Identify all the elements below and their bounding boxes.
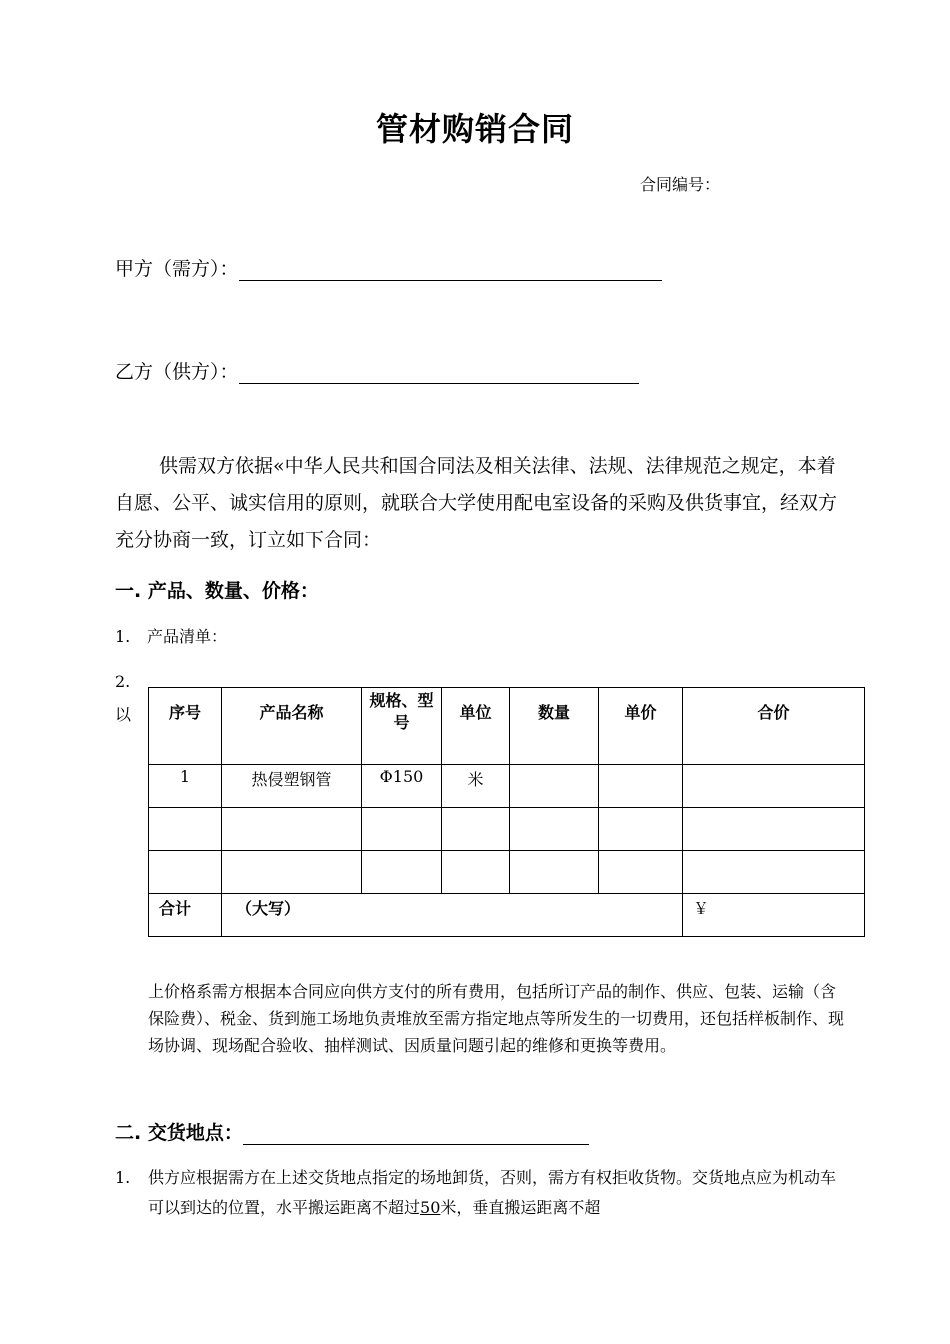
item-2-number: 2. — [115, 672, 131, 691]
table-cell[interactable] — [362, 808, 442, 851]
contract-number-label: 合同编号： — [640, 175, 721, 194]
product-table — [148, 687, 865, 937]
header-cell: 规格、型号 — [362, 688, 442, 765]
clause-1-part2: 米，垂直搬运距离不超 — [440, 1198, 601, 1217]
total-label: 合计 — [149, 894, 222, 937]
total-in-words[interactable]: （大写） — [222, 894, 683, 937]
page-title: 管材购销合同 — [375, 110, 574, 148]
clause-1-number: 1. — [115, 1168, 131, 1187]
table-cell[interactable] — [149, 851, 222, 894]
table-cell[interactable] — [222, 851, 362, 894]
clause-1-distance: 50 — [420, 1198, 441, 1217]
party-a — [115, 254, 662, 281]
party-b — [115, 357, 639, 384]
table-cell: Φ150 — [362, 765, 442, 808]
table-cell[interactable] — [599, 808, 683, 851]
table-row — [149, 851, 865, 894]
header-cell: 单位 — [442, 688, 510, 765]
party-a-blank[interactable] — [239, 258, 662, 281]
table-header-row — [149, 688, 865, 765]
clause-1-part1: 供方应根据需方在上述交货地点指定的场地卸货，否则，需方有权拒收货物。交货地点应为机动车可以到达的位置，水平搬运距离不超过 — [148, 1168, 837, 1217]
table-cell[interactable] — [442, 808, 510, 851]
header-cell: 单价 — [599, 688, 683, 765]
total-amount[interactable]: ￥ — [683, 894, 865, 937]
table-cell[interactable] — [510, 808, 599, 851]
table-cell[interactable] — [222, 808, 362, 851]
table-cell[interactable] — [683, 808, 865, 851]
table-cell[interactable] — [442, 851, 510, 894]
intro-paragraph: 供需双方依据«中华人民共和国合同法及相关法律、法规、法律规范之规定，本着自愿、公平、诚实信用的原则，就联合大学使用配电室设备的采购及供货事宜，经双方充分协商一致，订立如下合同： — [115, 455, 838, 551]
header-cell: 合价 — [683, 688, 865, 765]
table-cell: 米 — [442, 765, 510, 808]
header-cell: 产品名称 — [222, 688, 362, 765]
section-2-label: 二. 交货地点： — [115, 1122, 243, 1144]
price-note-paragraph: 上价格系需方根据本合同应向供方支付的所有费用，包括所订产品的制作、供应、包装、运输（含保险费）、税金、货到施工场地负责堆放至需方指定地点等所发生的一切费用，还包括样板制作、现场协调、现场配合验收、抽样测试、因质量问题引起的维修和更换等费用。 — [148, 982, 845, 1055]
table-cell: 热侵塑钢管 — [222, 765, 362, 808]
table-cell[interactable] — [149, 808, 222, 851]
table-cell[interactable] — [362, 851, 442, 894]
header-cell: 序号 — [149, 688, 222, 765]
table-row — [149, 765, 865, 808]
table-cell[interactable] — [510, 765, 599, 808]
table-cell[interactable] — [683, 851, 865, 894]
party-b-label: 乙方（供方）： — [115, 361, 239, 383]
header-cell: 数量 — [510, 688, 599, 765]
party-b-blank[interactable] — [239, 361, 639, 384]
item-2-text: 以 — [115, 705, 132, 724]
table-total-row — [149, 894, 865, 937]
table-cell[interactable] — [683, 765, 865, 808]
table-cell: 1 — [149, 765, 222, 808]
section-1-heading: 一. 产品、数量、价格： — [115, 580, 319, 602]
item-1 — [115, 624, 227, 647]
item-1-number: 1. — [115, 627, 131, 646]
item-1-text: 产品清单： — [147, 627, 228, 646]
clause-1-text — [148, 1163, 848, 1223]
clause-1 — [115, 1163, 845, 1217]
party-a-label: 甲方（需方）： — [115, 258, 239, 280]
section-2-heading — [115, 1118, 589, 1145]
table-cell[interactable] — [599, 765, 683, 808]
table-row — [149, 808, 865, 851]
table-cell[interactable] — [510, 851, 599, 894]
table-cell[interactable] — [599, 851, 683, 894]
delivery-location-blank[interactable] — [243, 1122, 589, 1145]
